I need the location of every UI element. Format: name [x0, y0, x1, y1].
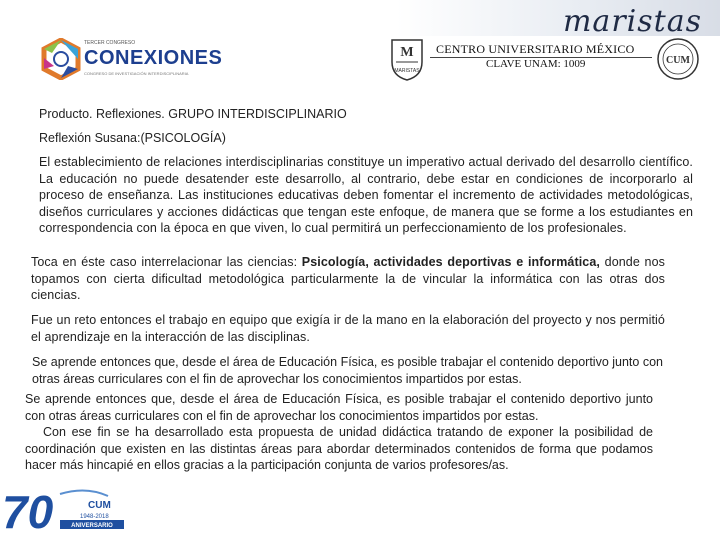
institution-title: CENTRO UNIVERSITARIO MÉXICO	[436, 42, 635, 56]
crest-left-label: MARISTAS	[394, 68, 420, 74]
anniversary-org: CUM	[88, 500, 111, 511]
crest-right-label: CUM	[666, 55, 690, 66]
cum-crest-icon	[656, 36, 700, 82]
anniversary-70-icon	[0, 484, 126, 540]
paragraph-physical-education-1: Se aprende entonces que, desde el área de Educación Física, es posible trabajar el contenido deportivo junto con otras áreas curriculares con el fin de aprovechar los conocimientos impartidos por estas.	[32, 355, 663, 386]
institution-subtitle: CLAVE UNAM: 1009	[486, 58, 586, 70]
maristas-crest	[386, 36, 428, 82]
paragraph-sciences	[31, 254, 665, 304]
reflection-line: Reflexión Susana:(PSICOLOGÍA)	[39, 131, 226, 145]
svg-text:M: M	[400, 45, 414, 60]
product-line: Producto. Reflexiones. GRUPO INTERDISCIPLINARIO	[39, 107, 347, 121]
maristas-logo: maristas	[562, 4, 702, 39]
paragraph-interdisciplinary: El establecimiento de relaciones interdisciplinarias constituye un imperativo actual derivado del desarrollo científico. La educación no puede desatender este desarrollo, al contrario, debe estar en condiciones de incorporarlo al proceso de enseñanza. Las instituciones educativas deben fomentar el incremento de actividades metodológicas, diseños curriculares y acciones didácticas que tengan este enfoque, de manera que se forme a los estudiantes en correspondencia con la época en que viven, lo cual permitirá un perfeccionamiento de los profesionales.	[39, 155, 693, 235]
anniversary-logo	[0, 484, 126, 540]
conexiones-tag: TERCER CONGRESO	[84, 40, 136, 46]
paragraph-sciences-post: donde nos topamos con cierta dificultad metodológica particularmente la de vincular la informática con las otras dos ciencias.	[31, 255, 666, 302]
anniversary-number: 70	[2, 486, 54, 538]
anniversary-label: ANIVERSARIO	[71, 523, 113, 529]
cum-crest	[656, 36, 700, 82]
paragraph-teamwork: Fue un reto entonces el trabajo en equipo que exigía ir de la mano en la elaboración del proyecto y nos permitió el aprendizaje en la interacción de las disciplinas.	[31, 313, 665, 344]
conexiones-subtitle: CONGRESO DE INVESTIGACIÓN INTERDISCIPLINARIA	[84, 71, 189, 76]
paragraph-sciences-pre: Toca en éste caso interrelacionar las ciencias:	[31, 255, 302, 269]
conexiones-title: CONEXIONES	[84, 47, 223, 69]
paragraph-sciences-bold: Psicología, actividades deportivas e informática,	[301, 255, 600, 269]
conexiones-logo	[40, 38, 223, 82]
paragraph-physical-education-2: Se aprende entonces que, desde el área de Educación Física, es posible trabajar el contenido deportivo junto con otras áreas curriculares con el fin de aprovechar los conocimientos impartidos por estas.	[25, 392, 653, 423]
conexiones-hexagon-icon	[40, 38, 82, 80]
maristas-crest-icon	[386, 36, 428, 82]
paragraph-didactic-unit: Con ese fin se ha desarrollado esta propuesta de unidad didáctica tratando de exponer la posibilidad de coordinación que existen en las distintas áreas para abordar determinados contenidos de forma que podamos hacer más hincapié en ellos gracias a la participación conjunta de varios profesores/as.	[25, 425, 653, 472]
anniversary-years: 1948-2018	[80, 514, 109, 520]
